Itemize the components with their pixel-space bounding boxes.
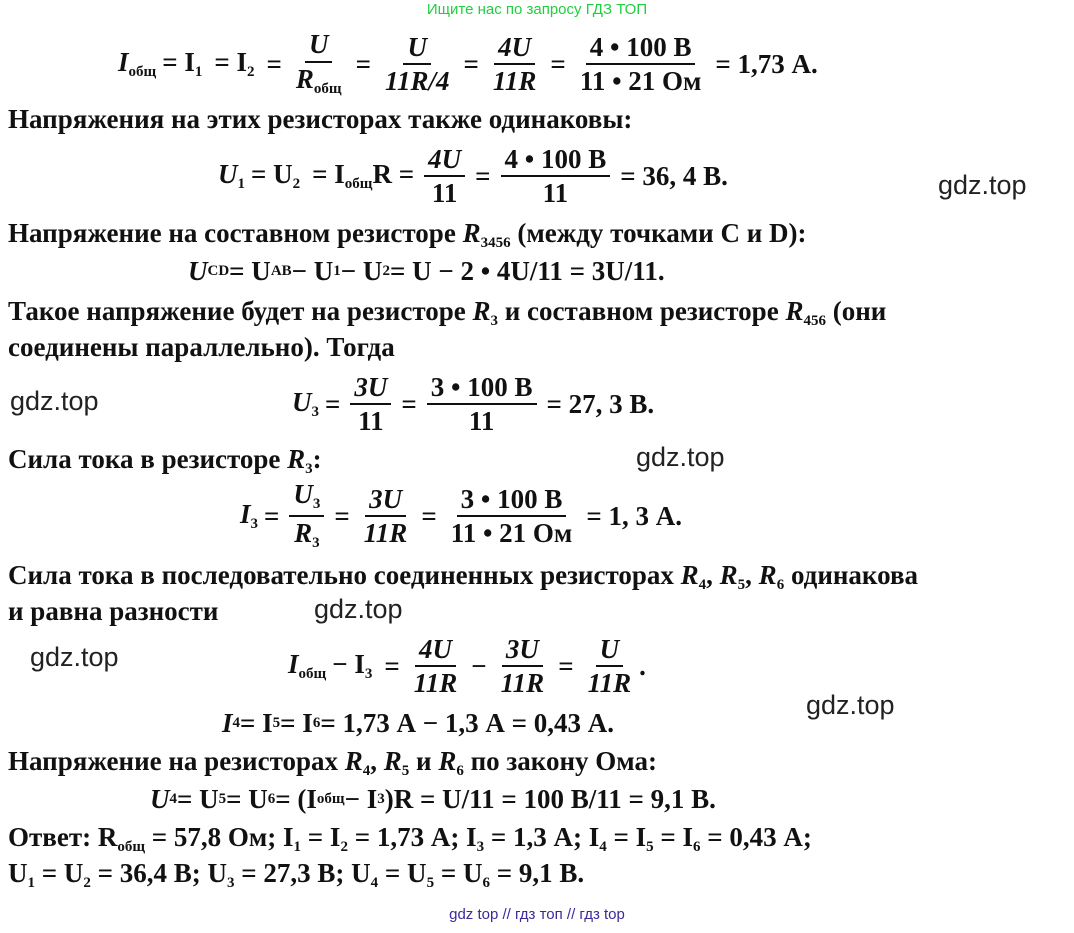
text-then: соединены параллельно). Тогда <box>8 332 395 362</box>
equation-voltage-u3: $U_3$ = $\frac{3U}{11}$ = $\frac{3 • 100 В}{11}$ = 27, 3 В. <box>292 371 655 436</box>
equation-voltage-u1-u2: $U_1$ = $U_2$ = $I_{общ}R$ = $\frac{4U}{11}$ = $\frac{4 • 100 В}{11}$ = 36, 4 В. <box>218 143 728 208</box>
watermark-text: gdz.top <box>636 442 725 472</box>
footer-links[interactable]: gdz top // гдз топ // гдз top <box>449 906 625 923</box>
watermark-text: gdz.top <box>806 690 895 720</box>
text-current-r3: Сила тока в резисторе $R_3$: <box>8 444 322 477</box>
equation-current-i4-i5-i6: I 4 = I 5 = I 6 = 1,73 А − 1,3 А = 0,43 А. <box>222 708 614 738</box>
text-r3-r456-parallel: Такое напряжение будет на резисторе $R_3$ и составном резисторе $R_{456}$ (они <box>8 296 887 329</box>
equation-total-current: $I_{общ}$ = $I_1$ = $I_2$ = $\frac{U}{R_{общ}}$ = $\frac{U}{11R/4}$ = $\frac{4U}{11R}$ = $\frac{4 • 100 В}{11 • 21 Ом}$ = 1,73 А. <box>118 29 818 97</box>
text-equal-difference: и равна разности <box>8 596 219 626</box>
equation-voltage-u4-u5-u6: U 4 = U 5 = U 6 = (I общ − I 3 )R = U/11 = 100 В/11 = 9,1 В. <box>150 784 716 814</box>
watermark-text: gdz.top <box>314 594 403 624</box>
answer-line-2: $U_1 = U_2 = 36,4$ В; $U_3 = 27,3$ В; $U_4 = U_5 = U_6 = 9,1$ В. <box>8 858 585 891</box>
equation-current-i3: $I_3$ = $\frac{U_3}{R_3}$ = $\frac{3U}{11R}$ = $\frac{3 • 100 В}{11 • 21 Ом}$ = 1, 3 А. <box>240 479 682 551</box>
equation-current-difference: $I_{общ}$ − $I_3$ = $\frac{4U}{11R}$ − $\frac{3U}{11R}$ = $\frac{U}{11R}$ . <box>288 633 646 698</box>
answer-line-1: Ответ: $R_{общ} = 57,8$ Ом; $I_1 = I_2 = 1,73$ А; $I_3 = 1,3$ А; $I_4 = I_5 = I_6 = 0,43$ А; <box>8 822 812 855</box>
watermark-text: gdz.top <box>938 170 1027 200</box>
text-composite-resistor-voltage: Напряжение на составном резисторе $R_{3456}$ (между точками C и D): <box>8 218 807 251</box>
top-search-link[interactable]: Ищите нас по запросу ГДЗ ТОП <box>426 1 648 18</box>
text-voltages-equal: Напряжения на этих резисторах также одинаковы: <box>8 104 633 134</box>
text-ohm-law: Напряжение на резисторах $R_4$, $R_5$ и $R_6$ по закону Ома: <box>8 746 657 779</box>
watermark-text: gdz.top <box>10 386 99 416</box>
watermark-text: gdz.top <box>30 642 119 672</box>
equation-voltage-ucd: U CD = U AB − U 1 − U 2 = U − 2 • 4U/11 = 3U/11. <box>188 256 665 286</box>
text-series-current: Сила тока в последовательно соединенных резисторах $R_4$, $R_5$, $R_6$ одинакова <box>8 560 919 593</box>
